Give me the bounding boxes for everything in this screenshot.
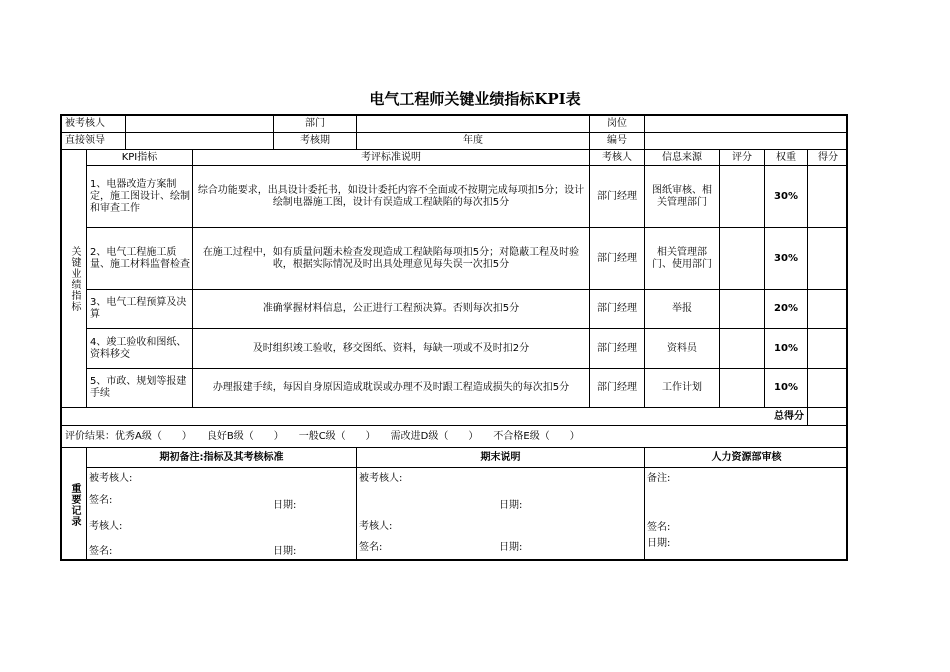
row4-kpi: 4、竣工验收和图纸、资料移交 <box>87 329 193 369</box>
department-value[interactable] <box>357 116 590 133</box>
row1-assessor: 部门经理 <box>590 166 645 228</box>
row3-assessor: 部门经理 <box>590 290 645 329</box>
row4-score[interactable] <box>720 329 765 369</box>
examinee-value[interactable] <box>126 116 274 133</box>
examinee-label: 被考核人 <box>62 116 126 133</box>
col1-examinee-label: 被考核人: <box>89 473 133 484</box>
row4-criteria: 及时组织竣工验收，移交图纸、资料，每缺一项或不及时扣2分 <box>193 329 590 369</box>
col-assessor: 考核人 <box>590 150 645 166</box>
records-label: 重要记录 <box>62 448 87 561</box>
row1-weight: 30% <box>765 166 808 228</box>
total-points[interactable] <box>808 408 848 426</box>
row2-weight: 30% <box>765 228 808 290</box>
row5-kpi: 5、市政、规划等报建手续 <box>87 369 193 408</box>
col2-date2-label: 日期: <box>499 542 523 553</box>
number-value[interactable] <box>645 133 848 150</box>
col-weight: 权重 <box>765 150 808 166</box>
col3-sign-label: 签名: <box>647 522 671 533</box>
department-label: 部门 <box>274 116 357 133</box>
row2-points[interactable] <box>808 228 848 290</box>
records-col2 <box>357 468 645 561</box>
col-points: 得分 <box>808 150 848 166</box>
row5-source: 工作计划 <box>645 369 720 408</box>
row1-score[interactable] <box>720 166 765 228</box>
records-col3 <box>645 468 848 561</box>
col1-sign1-label: 签名: <box>89 495 113 506</box>
row2-assessor: 部门经理 <box>590 228 645 290</box>
supervisor-label: 直接领导 <box>62 133 126 150</box>
row2-score[interactable] <box>720 228 765 290</box>
row3-criteria: 准确掌握材料信息，公正进行工程预决算。否则每次扣5分 <box>193 290 590 329</box>
row5-weight: 10% <box>765 369 808 408</box>
col1-assessor-label: 考核人: <box>89 521 123 532</box>
col-kpi: KPI指标 <box>87 150 193 166</box>
row5-points[interactable] <box>808 369 848 408</box>
col2-examinee-label: 被考核人: <box>359 473 403 484</box>
row3-points[interactable] <box>808 290 848 329</box>
section-label: 关键业绩指标 <box>62 150 87 408</box>
records-col1-header: 期初备注:指标及其考核标准 <box>87 448 357 468</box>
row1-source: 图纸审核、相关管理部门 <box>645 166 720 228</box>
row5-score[interactable] <box>720 369 765 408</box>
row1-criteria: 综合功能要求，出具设计委托书，如设计委托内容不全面或不按期完成每项扣5分；设计绘制电器施工图，设计有误造成工程缺陷的每次扣5分 <box>193 166 590 228</box>
col2-assessor-label: 考核人: <box>359 521 393 532</box>
position-value[interactable] <box>645 116 848 133</box>
col2-sign-label: 签名: <box>359 542 383 553</box>
row3-score[interactable] <box>720 290 765 329</box>
row1-kpi: 1、电器改造方案制定，施工图设计、绘制和审查工作 <box>87 166 193 228</box>
row4-weight: 10% <box>765 329 808 369</box>
evaluation-result: 评价结果：优秀A级（ ） 良好B级（ ） 一般C级（ ） 需改进D级（ ） 不合格E级（ ） <box>62 426 848 448</box>
row2-criteria: 在施工过程中，如有质量问题未检查发现造成工程缺陷每项扣5分；对隐蔽工程及时验收，根据实际情况及时出具处理意见每失误一次扣5分 <box>193 228 590 290</box>
col1-date2-label: 日期: <box>273 546 297 557</box>
col-score: 评分 <box>720 150 765 166</box>
col2-date1-label: 日期: <box>499 500 523 511</box>
records-col3-header: 人力资源部审核 <box>645 448 848 468</box>
period-label: 考核期 <box>274 133 357 150</box>
row3-weight: 20% <box>765 290 808 329</box>
row5-criteria: 办理报建手续，每因自身原因造成耽误或办理不及时跟工程造成损失的每次扣5分 <box>193 369 590 408</box>
supervisor-value[interactable] <box>126 133 274 150</box>
row3-source: 举报 <box>645 290 720 329</box>
row1-points[interactable] <box>808 166 848 228</box>
records-col1 <box>87 468 357 561</box>
row2-kpi: 2、电气工程施工质量、施工材料监督检查 <box>87 228 193 290</box>
row4-assessor: 部门经理 <box>590 329 645 369</box>
kpi-table <box>60 114 848 561</box>
row4-source: 资料员 <box>645 329 720 369</box>
records-col2-header: 期末说明 <box>357 448 645 468</box>
col1-sign2-label: 签名: <box>89 546 113 557</box>
year-label: 年度 <box>357 133 590 150</box>
number-label: 编号 <box>590 133 645 150</box>
total-label: 总得分 <box>62 408 808 426</box>
col3-remark-label: 备注: <box>647 473 671 484</box>
col3-date-label: 日期: <box>647 538 671 549</box>
row5-assessor: 部门经理 <box>590 369 645 408</box>
col-criteria: 考评标准说明 <box>193 150 590 166</box>
row2-source: 相关管理部门、使用部门 <box>645 228 720 290</box>
col-source: 信息来源 <box>645 150 720 166</box>
position-label: 岗位 <box>590 116 645 133</box>
row4-points[interactable] <box>808 329 848 369</box>
row3-kpi: 3、电气工程预算及决算 <box>87 290 193 329</box>
page-title: 电气工程师关键业绩指标KPI表 <box>369 90 581 108</box>
col1-date1-label: 日期: <box>273 500 297 511</box>
